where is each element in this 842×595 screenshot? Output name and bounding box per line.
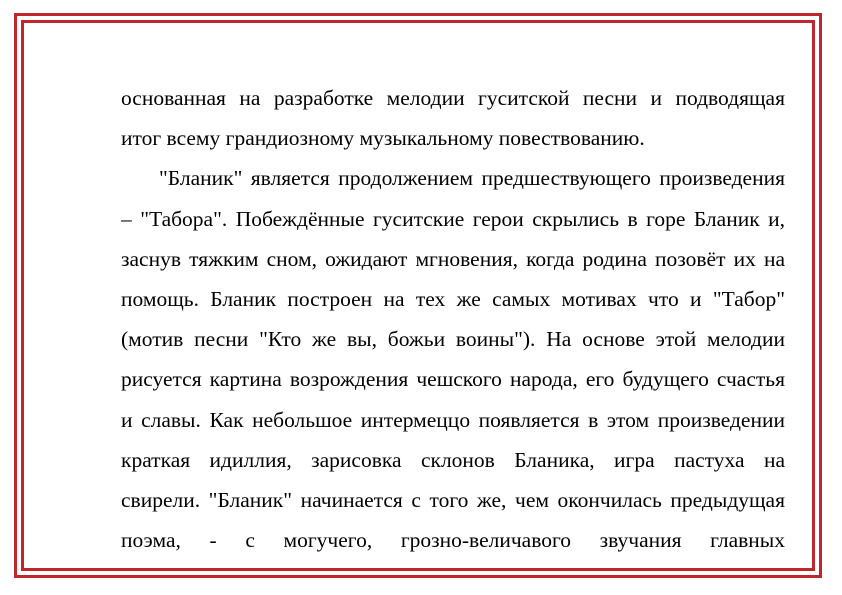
text-line: краткая идиллия, зарисовка склонов Бланика, игра пастуха на	[121, 447, 785, 472]
text-line: "Бланик" является продолжением предшествующего произведения	[159, 166, 785, 191]
text-line: рисуется картина возрождения чешского народа, его будущего счастья	[121, 367, 785, 392]
text-line: свирели. "Бланик" начинается с того же, чем окончилась предыдущая	[121, 487, 785, 512]
body-text	[121, 78, 785, 560]
text-line: основанная на разработке мелодии гуситской песни и подводящая	[121, 86, 785, 110]
text-line: итог всему грандиозному музыкальному повествованию.	[121, 126, 645, 151]
text-line: и славы. Как небольшое интермеццо появляется в этом произведении	[121, 407, 785, 432]
text-line: поэма, - с могучего, грозно-величавого звучания главных	[121, 528, 785, 553]
text-line: заснув тяжким сном, ожидают мгновения, когда родина позовёт их на	[121, 246, 785, 271]
text-line: помощь. Бланик построен на тех же самых мотивах что и "Табор"	[121, 286, 785, 311]
text-line: – "Табора". Побеждённые гуситские герои скрылись в горе Бланик и,	[121, 206, 785, 231]
text-line: (мотив песни "Кто же вы, божьи воины"). На основе этой мелодии	[121, 327, 785, 352]
